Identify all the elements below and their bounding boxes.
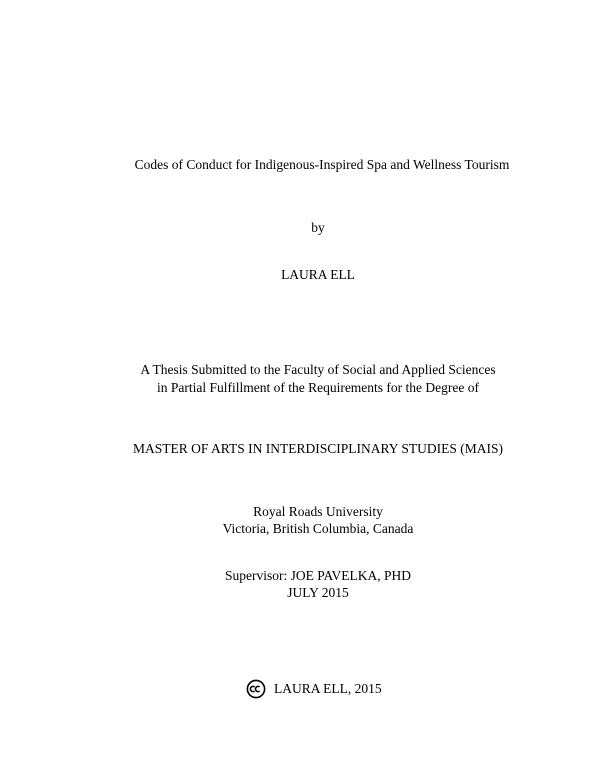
by-line: by: [311, 220, 325, 235]
copyright-text: LAURA ELL, 2015: [274, 681, 382, 696]
university-location: Victoria, British Columbia, Canada: [222, 521, 414, 536]
copyright-notice: [246, 678, 382, 700]
submission-date: JULY 2015: [287, 585, 349, 600]
submission-statement-line-2: in Partial Fulfillment of the Requirements for the Degree of: [156, 380, 480, 395]
thesis-title: Codes of Conduct for Indigenous-Inspired Spa and Wellness Tourism: [134, 157, 510, 172]
supervisor-line: Supervisor: JOE PAVELKA, PHD: [224, 568, 412, 583]
submission-statement-line-1: A Thesis Submitted to the Faculty of Social and Applied Sciences: [140, 362, 496, 377]
creative-commons-icon: [246, 679, 266, 699]
degree-name: MASTER OF ARTS IN INTERDISCIPLINARY STUDIES (MAIS): [133, 441, 503, 456]
university-name: Royal Roads University: [253, 504, 383, 519]
author-name: LAURA ELL: [281, 267, 355, 282]
